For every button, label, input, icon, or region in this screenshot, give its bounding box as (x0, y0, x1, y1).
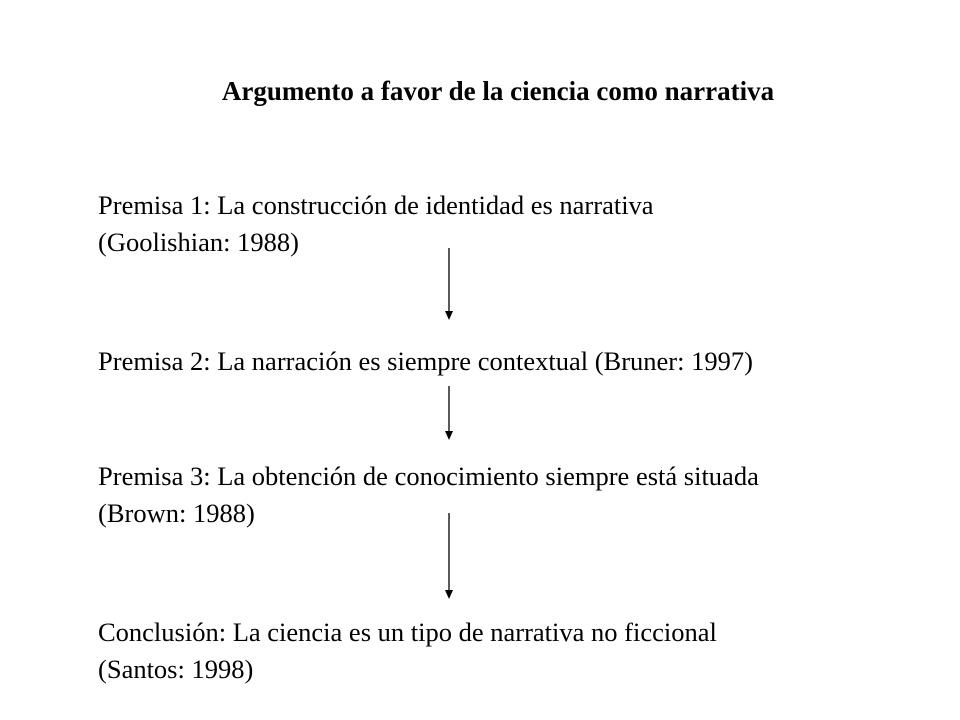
premise-2-statement: Premisa 2: La narración es siempre contextual (Bruner: 1997) (98, 346, 753, 376)
slide-title: Argumento a favor de la ciencia como narrativa (221, 76, 775, 106)
premise-3-statement: Premisa 3: La obtención de conocimiento siempre está situada (98, 461, 759, 491)
premise-2 (98, 343, 753, 380)
arrow-down-icon (440, 248, 460, 322)
premise-1 (98, 187, 654, 261)
premise-1-statement: Premisa 1: La construcción de identidad es narrativa (98, 190, 654, 220)
premise-3 (98, 458, 759, 532)
arrow-down-icon (440, 513, 460, 601)
arrow-down-icon (440, 386, 460, 442)
conclusion (98, 614, 717, 688)
conclusion-citation: (Santos: 1998) (98, 654, 254, 684)
premise-3-citation: (Brown: 1988) (98, 498, 255, 528)
conclusion-statement: Conclusión: La ciencia es un tipo de narrativa no ficcional (98, 617, 717, 647)
premise-1-citation: (Goolishian: 1988) (98, 227, 299, 257)
